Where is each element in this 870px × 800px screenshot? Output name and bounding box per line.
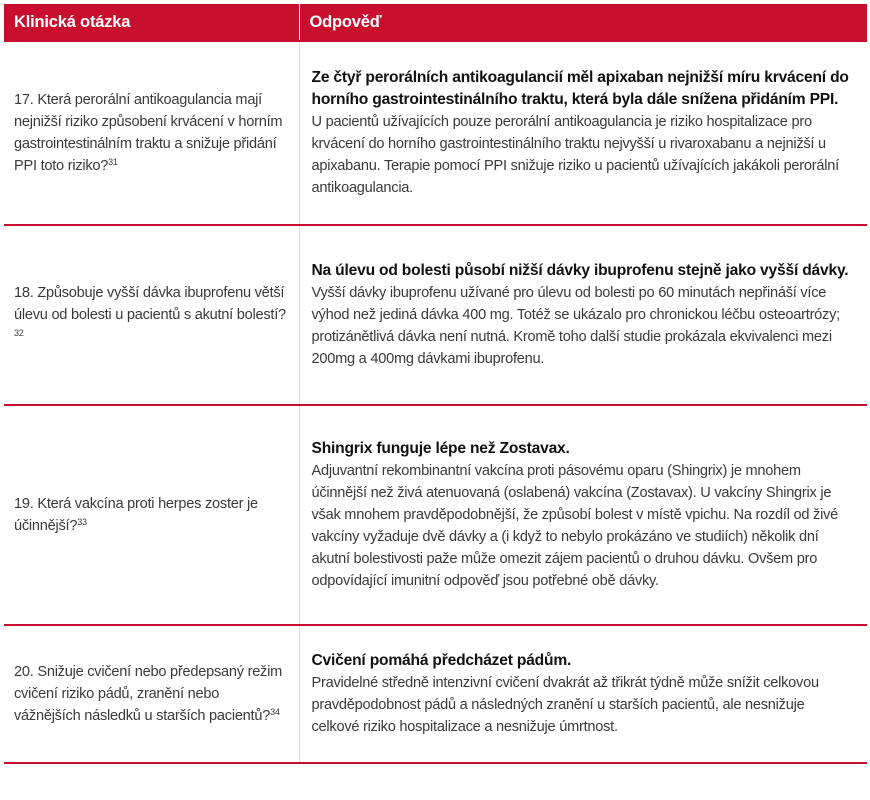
answer-cell [299,225,867,405]
question-text: 18. Způsobuje vyšší dávka ibuprofenu větší úlevu od bolesti u pacientů s akutní bolestí? [14,285,286,323]
question-cell [4,405,299,625]
answer-summary: Cvičení pomáhá předcházet pádům. [311,652,572,669]
question-cell [4,41,299,225]
header-answer: Odpověď [299,4,867,41]
clinical-questions-table-wrapper [4,4,867,764]
answer-summary: Shingrix funguje lépe než Zostavax. [311,440,570,457]
answer-cell [299,41,867,225]
reference-number: 33 [77,517,87,527]
answer-detail: Adjuvantní rekombinantní vakcína proti pásovému oparu (Shingrix) je mnohem účinnější než živá atenuovaná (oslabená) vakcína (Zostavax). U vakcíny Shingrix je však mnohem pravděpodobnější, že způsobí bolest v místě vpichu. Na rozdíl od živé vakcíny vyžaduje dvě dávky a (i když to nebylo prokázáno ve studiích) několik dní akutní bolestivosti paže může omezit zájem pacientů o druhou dávku. Ovšem pro odpovídající imunitní odpověď jsou potřebné obě dávky. [311,463,838,589]
question-text: 20. Snižuje cvičení nebo předepsaný režim cvičení riziko pádů, zranění nebo vážnějších následků u starších pacientů? [14,664,283,724]
clinical-questions-table [4,4,867,764]
answer-detail: Vyšší dávky ibuprofenu užívané pro úlevu od bolesti po 60 minutách nepřináší více výhod než jediná dávka 400 mg. Totéž se ukázalo pro chronickou léčbu osteoartrózy; protizánětlivá dávka není nutná. Kromě toho další studie prokázala ekvivalenci mezi 200mg a 400mg dávkami ibuprofenu. [311,285,840,367]
answer-detail: U pacientů užívajících pouze perorální antikoagulancia je riziko hospitalizace pro krvácení do horního gastrointestinálního traktu nejvyšší u rivaroxabanu a nejnižší u apixabanu. Terapie pomocí PPI snižuje riziko u pacientů užívajících jakákoli perorální antikoagulancia. [311,114,839,196]
header-clinical-question: Klinická otázka [4,4,299,41]
table-row [4,625,867,763]
question-cell [4,225,299,405]
answer-cell [299,625,867,763]
reference-number: 34 [270,707,280,717]
table-row [4,225,867,405]
table-row [4,41,867,225]
answer-detail: Pravidelné středně intenzivní cvičení dvakrát až třikrát týdně může snížit celkovou pravděpodobnost pádů a následných zranění u starších pacientů, ale nesnižuje celkové riziko hospitalizace a nesnižuje úmrtnost. [311,675,819,735]
answer-cell [299,405,867,625]
question-text: 17. Která perorální antikoagulancia mají nejnižší riziko způsobení krvácení v horním gastrointestinálním traktu a snižuje přidání PPI toto riziko? [14,92,283,174]
answer-summary: Ze čtyř perorálních antikoagulancií měl apixaban nejnižší míru krvácení do horního gastrointestinálního traktu, která byla dále snížena přidáním PPI. [311,69,849,108]
table-header-row [4,4,867,41]
table-row [4,405,867,625]
question-cell [4,625,299,763]
reference-number: 32 [14,328,24,338]
answer-summary: Na úlevu od bolesti působí nižší dávky ibuprofenu stejně jako vyšší dávky. [311,262,849,279]
question-text: 19. Která vakcína proti herpes zoster je účinnější? [14,496,258,534]
reference-number: 31 [108,157,118,167]
